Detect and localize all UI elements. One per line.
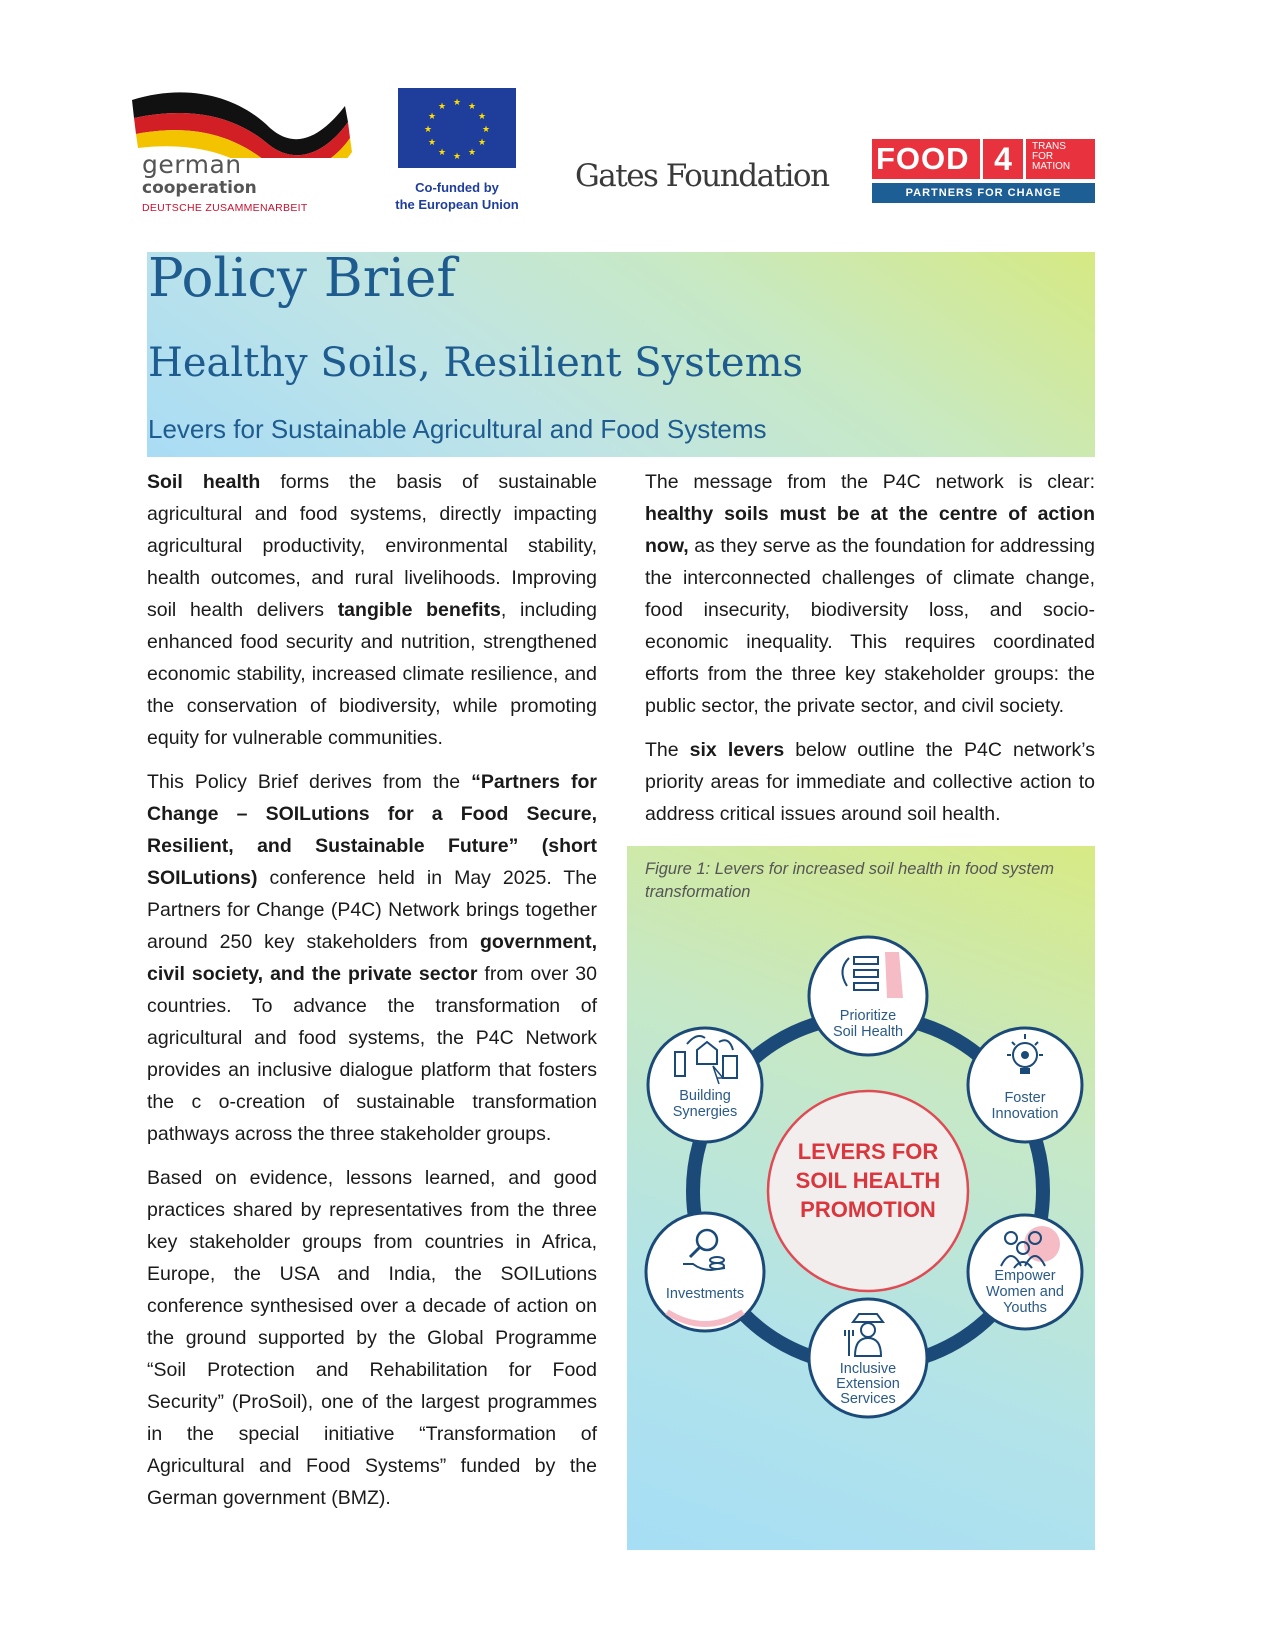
- transformation-wordmark: [1026, 139, 1095, 179]
- svg-text:★: ★: [437, 101, 447, 111]
- trans-line3: MATION: [1032, 161, 1071, 172]
- lever-label-line: Synergies: [672, 1104, 738, 1120]
- page-subhead: Levers for Sustainable Agricultural and Food Systems: [148, 414, 767, 444]
- body-text: conference held in May 2025. The Partners for Change (P4C) Network brings together around 250 key stakeholders from: [147, 867, 597, 953]
- left-paragraph-3: Based on evidence, lessons learned, and good practices shared by representatives from the three key stakeholder groups from countries in Africa, Europe, the USA and India, the SOILutions conference synthesised over a decade of action on the ground supported by the Global Programme “Soil Protection and Rehabilitation for Food Security” (ProSoil), one of the largest programmes in the special initiative “Transformation of Agricultural and Food Systems” funded by the German government (BMZ).: [147, 1167, 597, 1509]
- trans-line2: FOR: [1032, 151, 1054, 162]
- bold-text: healthy soils must be at the centre of action now,: [645, 503, 1095, 557]
- lever-label-line: Investments: [665, 1286, 745, 1302]
- german-flag-wave-icon: [130, 88, 360, 158]
- lever-prioritize-soil-health: [809, 937, 927, 1055]
- body-text: This Policy Brief derives from the: [147, 771, 472, 793]
- lever-label-line: Empower: [994, 1268, 1056, 1284]
- bold-text: tangible benefits: [337, 599, 501, 621]
- figure-caption: Figure 1: Levers for increased soil health in food system transformation: [645, 860, 1055, 901]
- four-wordmark: 4: [983, 139, 1023, 179]
- lever-label-line: Services: [840, 1391, 896, 1407]
- right-column: [645, 466, 1095, 842]
- eu-logo-line1: Co-funded by: [415, 180, 499, 195]
- lever-building-synergies: [648, 1028, 762, 1142]
- lever-label-line: Extension: [836, 1376, 900, 1392]
- lever-label-line: Prioritize: [839, 1008, 897, 1024]
- german-logo-line3: DEUTSCHE ZUSAMMENARBEIT: [142, 202, 308, 214]
- svg-text:★: ★: [437, 147, 447, 157]
- bold-text: six levers: [689, 739, 785, 761]
- svg-text:★: ★: [423, 124, 433, 134]
- german-cooperation-logo: [130, 88, 360, 216]
- right-paragraph-1: [645, 466, 1095, 722]
- gates-foundation-logo: Gates Foundation: [575, 158, 829, 194]
- left-paragraph-2: [147, 766, 597, 1150]
- lever-label-line: Innovation: [991, 1106, 1059, 1122]
- eu-logo-line2: the European Union: [395, 197, 519, 212]
- lever-label-line: Soil Health: [832, 1024, 904, 1040]
- bold-text: “Partners for Change – SOILutions for a Food Secure, Resilient, and Sustainable Future” (short SOILutions): [147, 771, 597, 889]
- page-title: Policy Brief: [148, 248, 457, 309]
- svg-text:★: ★: [427, 111, 437, 121]
- body-text: as they serve as the foundation for addressing the interconnected challenges of climate change, food insecurity, biodiversity loss, and socio-economic inequality. This requires coordinated efforts from the three key stakeholder groups: the public sector, the private sector, and civil society.: [645, 535, 1095, 717]
- center-line-2: SOIL HEALTH: [795, 1168, 941, 1193]
- center-line-3: PROMOTION: [800, 1197, 936, 1222]
- levers-diagram: [627, 846, 1095, 1550]
- svg-text:★: ★: [477, 111, 487, 121]
- body-text: , including enhanced food security and nutrition, strengthened economic stability, increased climate resilience, and the conservation of biodiversity, while promoting equity for vulnerable communities.: [147, 599, 597, 749]
- lever-label-line: Women and: [986, 1284, 1064, 1300]
- german-logo-line1: german: [142, 150, 242, 179]
- body-text: forms the basis of sustainable agricultural and food systems, directly impacting agricultural productivity, environmental stability, health outcomes, and rural livelihoods. Improving soil health delivers: [147, 471, 597, 621]
- food-wordmark: FOOD: [872, 139, 980, 179]
- lever-investments: [646, 1213, 764, 1331]
- lever-label-line: Foster: [1004, 1090, 1046, 1106]
- svg-text:★: ★: [452, 151, 462, 161]
- trans-line1: TRANS: [1032, 141, 1066, 152]
- bold-text: Soil health: [147, 471, 261, 493]
- svg-text:★: ★: [427, 137, 437, 147]
- food4-tagline: PARTNERS FOR CHANGE: [872, 183, 1095, 203]
- food4transformation-logo: [872, 139, 1095, 205]
- eu-logo: [378, 88, 538, 218]
- bold-text: government, civil society, and the private sector: [147, 931, 597, 985]
- left-column: [147, 466, 597, 1526]
- svg-text:★: ★: [467, 101, 477, 111]
- lever-foster-innovation: [968, 1028, 1082, 1142]
- body-text: from over 30 countries. To advance the transformation of agricultural and food systems, the P4C Network provides an inclusive dialogue platform that fosters the c o-creation of sustainable transformation pathways across the three stakeholder groups.: [147, 963, 597, 1145]
- svg-text:★: ★: [481, 124, 491, 134]
- lever-label-line: Building: [679, 1088, 731, 1104]
- left-paragraph-1: [147, 466, 597, 754]
- svg-text:★: ★: [477, 137, 487, 147]
- lever-empower-women-youths: [968, 1215, 1082, 1329]
- right-paragraph-2: [645, 734, 1095, 830]
- body-text: The message from the P4C network is clear:: [645, 471, 1095, 493]
- eu-flag-icon: [398, 88, 516, 168]
- body-text: The: [645, 739, 690, 761]
- page-subtitle: Healthy Soils, Resilient Systems: [148, 340, 804, 386]
- center-line-1: LEVERS FOR: [797, 1139, 939, 1164]
- lever-label-line: Youths: [1003, 1300, 1047, 1316]
- german-logo-line2: cooperation: [142, 178, 257, 198]
- lever-label-line: Inclusive: [839, 1361, 897, 1377]
- svg-text:★: ★: [467, 147, 477, 157]
- body-text: below outline the P4C network’s priority areas for immediate and collective action to address critical issues around soil health.: [645, 739, 1095, 825]
- lever-inclusive-extension-services: [809, 1299, 927, 1417]
- svg-text:★: ★: [452, 97, 462, 107]
